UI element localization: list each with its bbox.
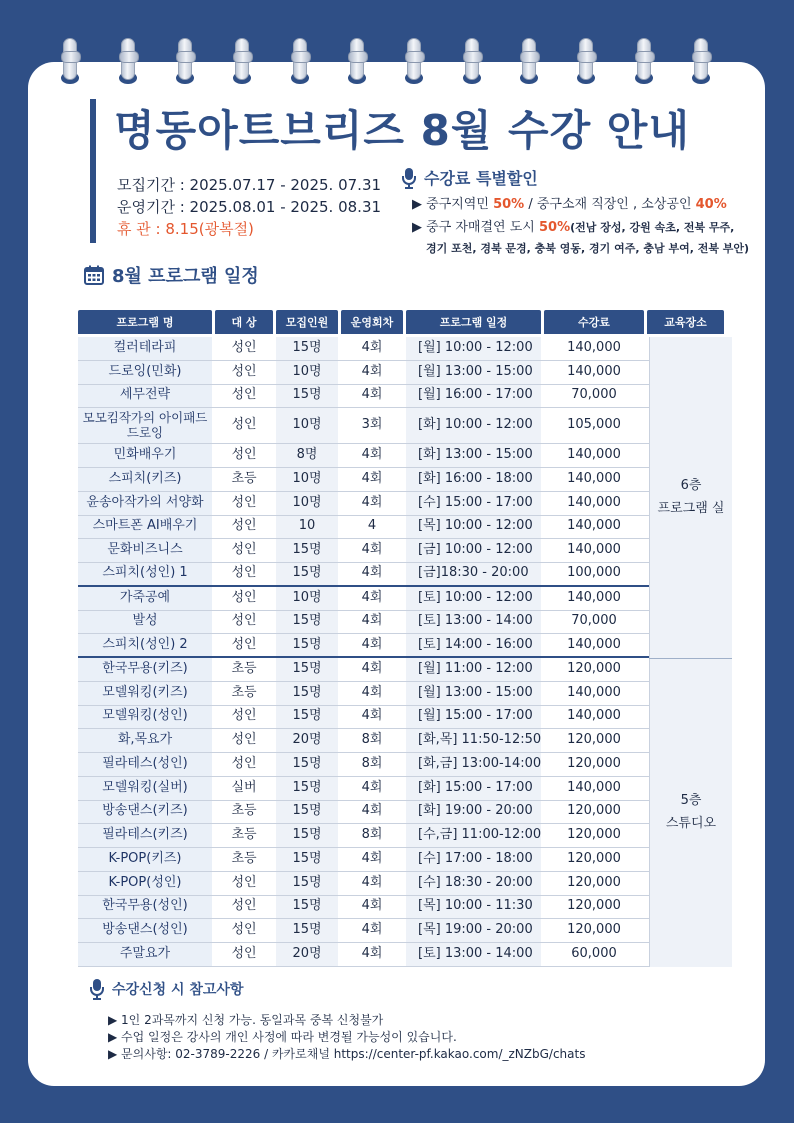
calendar-icon <box>84 265 104 285</box>
target-cell: 초등 <box>231 684 257 700</box>
microphone-icon <box>88 978 106 1000</box>
schedule-cell: [월] 11:00 - 12:00 <box>406 658 541 681</box>
binder-ring <box>116 38 140 88</box>
sessions-cell: 4회 <box>361 779 383 795</box>
sessions-cell: 4회 <box>361 922 383 938</box>
recruit-period: 모집기간 : 2025.07.17 - 2025. 07.31 <box>117 176 382 194</box>
fee-cell: 140,000 <box>567 339 621 355</box>
schedule-cell: [화] 15:00 - 17:00 <box>406 777 541 800</box>
target-cell: 성인 <box>231 447 257 463</box>
program-name-cell: 컬러테라피 <box>78 337 212 360</box>
table-row <box>78 337 732 361</box>
schedule-cell: [목] 10:00 - 11:30 <box>406 896 541 919</box>
capacity-cell: 15명 <box>276 706 338 729</box>
program-name-cell: 방송댄스(키즈) <box>78 801 212 824</box>
table-row <box>78 385 732 409</box>
target-cell: 성인 <box>231 589 257 605</box>
table-row <box>78 539 732 563</box>
table-row <box>78 516 732 540</box>
header-capacity: 모집인원 <box>276 310 338 334</box>
target-cell: 성인 <box>231 494 257 510</box>
header-sessions: 운영회차 <box>341 310 403 334</box>
discount-line-1: ▶ 중구지역민 50% / 중구소재 직장인 , 소상공인 40% <box>412 197 727 212</box>
table-row <box>78 634 732 658</box>
notes-heading <box>88 978 243 1000</box>
fee-cell: 140,000 <box>567 589 621 605</box>
capacity-cell: 15명 <box>276 896 338 919</box>
fee-cell: 120,000 <box>567 874 621 890</box>
schedule-cell: [수] 18:30 - 20:00 <box>406 872 541 895</box>
target-cell: 성인 <box>231 339 257 355</box>
target-cell: 성인 <box>231 636 257 652</box>
sessions-cell: 4회 <box>361 874 383 890</box>
location-5f: 5층 스튜디오 <box>649 658 732 967</box>
table-row <box>78 896 732 920</box>
schedule-cell: [수] 17:00 - 18:00 <box>406 848 541 871</box>
schedule-cell: [금] 10:00 - 12:00 <box>406 539 541 562</box>
schedule-cell: [목] 19:00 - 20:00 <box>406 919 541 942</box>
sessions-cell: 4회 <box>361 447 383 463</box>
table-row <box>78 408 732 444</box>
program-name-cell: 모모킴작가의 아이패드 드로잉 <box>78 408 212 443</box>
capacity-cell: 15명 <box>276 919 338 942</box>
schedule-cell: [수] 15:00 - 17:00 <box>406 492 541 515</box>
binder-ring <box>574 38 598 88</box>
sessions-cell: 8회 <box>361 755 383 771</box>
capacity-cell: 15명 <box>276 801 338 824</box>
program-name-cell: 모델워킹(실버) <box>78 777 212 800</box>
program-name-cell: 모델워킹(성인) <box>78 706 212 729</box>
sessions-cell: 4회 <box>361 363 383 379</box>
target-cell: 초등 <box>231 803 257 819</box>
binder-ring <box>288 38 312 88</box>
header-program: 프로그램 명 <box>78 310 212 334</box>
binder-ring <box>173 38 197 88</box>
schedule-cell: [화,목] 11:50-12:50 <box>406 729 541 752</box>
capacity-cell: 15명 <box>276 337 338 360</box>
sessions-cell: 4회 <box>361 708 383 724</box>
fee-cell: 120,000 <box>567 755 621 771</box>
program-name-cell: 스마트폰 AI배우기 <box>78 516 212 539</box>
target-cell: 실버 <box>231 779 257 795</box>
sessions-cell: 4회 <box>361 565 383 581</box>
fee-cell: 120,000 <box>567 922 621 938</box>
notes-title: 수강신청 시 참고사항 <box>112 982 244 998</box>
binder-ring <box>58 38 82 88</box>
fee-cell: 140,000 <box>567 363 621 379</box>
program-name-cell: 필라테스(키즈) <box>78 824 212 847</box>
table-row <box>78 361 732 385</box>
capacity-cell: 15명 <box>276 563 338 585</box>
schedule-cell: [토] 13:00 - 14:00 <box>406 943 541 966</box>
table-row <box>78 563 732 587</box>
program-name-cell: 가죽공예 <box>78 587 212 610</box>
program-name-cell: 한국무용(키즈) <box>78 658 212 681</box>
table-row <box>78 706 732 730</box>
capacity-cell: 15명 <box>276 848 338 871</box>
sessions-cell: 4회 <box>361 470 383 486</box>
sessions-cell: 4회 <box>361 387 383 403</box>
fee-cell: 140,000 <box>567 779 621 795</box>
fee-cell: 120,000 <box>567 850 621 866</box>
schedule-cell: [화] 16:00 - 18:00 <box>406 468 541 491</box>
capacity-cell: 10명 <box>276 361 338 384</box>
target-cell: 성인 <box>231 613 257 629</box>
target-cell: 성인 <box>231 732 257 748</box>
program-name-cell: K-POP(성인) <box>78 872 212 895</box>
target-cell: 성인 <box>231 945 257 961</box>
capacity-cell: 15명 <box>276 682 338 705</box>
fee-cell: 140,000 <box>567 636 621 652</box>
sessions-cell: 4회 <box>361 494 383 510</box>
fee-cell: 70,000 <box>571 613 617 629</box>
table-row <box>78 801 732 825</box>
target-cell: 성인 <box>231 565 257 581</box>
schedule-cell: [화,금] 13:00-14:00 <box>406 753 541 776</box>
target-cell: 성인 <box>231 417 257 433</box>
target-cell: 성인 <box>231 518 257 534</box>
program-name-cell: 스피치(성인) 2 <box>78 634 212 656</box>
sessions-cell: 4회 <box>361 589 383 605</box>
capacity-cell: 20명 <box>276 943 338 966</box>
sessions-cell: 3회 <box>361 417 383 433</box>
capacity-cell: 10명 <box>276 408 338 443</box>
table-row <box>78 492 732 516</box>
fee-cell: 120,000 <box>567 898 621 914</box>
note-item: ▶ 1인 2과목까지 신청 가능. 동일과목 중복 신청불가 <box>108 1013 384 1027</box>
program-name-cell: 화,목요가 <box>78 729 212 752</box>
fee-cell: 120,000 <box>567 803 621 819</box>
note-item: ▶ 수업 일정은 강사의 개인 사정에 따라 변경될 가능성이 있습니다. <box>108 1030 457 1044</box>
target-cell: 성인 <box>231 363 257 379</box>
program-name-cell: 드로잉(민화) <box>78 361 212 384</box>
schedule-cell: [화] 10:00 - 12:00 <box>406 408 541 443</box>
header-target: 대 상 <box>215 310 273 334</box>
capacity-cell: 15명 <box>276 824 338 847</box>
table-row <box>78 824 732 848</box>
sessions-cell: 4 <box>367 518 377 534</box>
table-row <box>78 729 732 753</box>
schedule-cell: [월] 10:00 - 12:00 <box>406 337 541 360</box>
schedule-cell: [월] 15:00 - 17:00 <box>406 706 541 729</box>
capacity-cell: 15명 <box>276 872 338 895</box>
binder-ring <box>230 38 254 88</box>
discount-heading <box>400 166 538 189</box>
schedule-cell: [월] 13:00 - 15:00 <box>406 682 541 705</box>
sessions-cell: 4회 <box>361 613 383 629</box>
fee-cell: 140,000 <box>567 494 621 510</box>
fee-cell: 100,000 <box>567 565 621 581</box>
sessions-cell: 4회 <box>361 636 383 652</box>
schedule-cell: [토] 14:00 - 16:00 <box>406 634 541 656</box>
capacity-cell: 10명 <box>276 587 338 610</box>
capacity-cell: 15명 <box>276 777 338 800</box>
sessions-cell: 4회 <box>361 660 383 676</box>
note-item[interactable]: ▶ 문의사항: 02-3789-2226 / 카카로채널 https://center-pf.kakao.com/_zNZbG/chats <box>108 1047 586 1061</box>
table-row <box>78 468 732 492</box>
binder-ring <box>517 38 541 88</box>
fee-cell: 60,000 <box>571 945 617 961</box>
target-cell: 성인 <box>231 755 257 771</box>
capacity-cell: 15명 <box>276 753 338 776</box>
discount-title: 수강료 특별할인 <box>424 169 538 188</box>
operate-period: 운영기간 : 2025.08.01 - 2025. 08.31 <box>117 198 382 216</box>
capacity-cell: 15명 <box>276 611 338 634</box>
table-row <box>78 848 732 872</box>
fee-cell: 120,000 <box>567 660 621 676</box>
schedule-cell: [월] 13:00 - 15:00 <box>406 361 541 384</box>
binder-ring <box>689 38 713 88</box>
schedule-cell: [화] 13:00 - 15:00 <box>406 444 541 467</box>
binder-ring <box>402 38 426 88</box>
fee-cell: 140,000 <box>567 542 621 558</box>
target-cell: 성인 <box>231 898 257 914</box>
microphone-icon <box>400 167 418 189</box>
target-cell: 초등 <box>231 660 257 676</box>
program-name-cell: 한국무용(성인) <box>78 896 212 919</box>
table-body <box>78 337 732 967</box>
fee-cell: 140,000 <box>567 518 621 534</box>
program-name-cell: 필라테스(성인) <box>78 753 212 776</box>
target-cell: 성인 <box>231 708 257 724</box>
page-title: 명동아트브리즈 8월 수강 안내 <box>114 106 690 155</box>
fee-cell: 140,000 <box>567 447 621 463</box>
schedule-cell: [목] 10:00 - 12:00 <box>406 516 541 539</box>
capacity-cell: 8명 <box>276 444 338 467</box>
header-fee: 수강료 <box>544 310 644 334</box>
schedule-cell: [토] 10:00 - 12:00 <box>406 587 541 610</box>
target-cell: 초등 <box>231 827 257 843</box>
program-name-cell: 윤송아작가의 서양화 <box>78 492 212 515</box>
program-name-cell: 방송댄스(성인) <box>78 919 212 942</box>
binder-ring <box>345 38 369 88</box>
table-row <box>78 872 732 896</box>
target-cell: 초등 <box>231 850 257 866</box>
holiday-notice: 휴 관 : 8.15(광복절) <box>117 220 254 238</box>
program-name-cell: 스피치(성인) 1 <box>78 563 212 585</box>
program-name-cell: 민화배우기 <box>78 444 212 467</box>
program-name-cell: 문화비즈니스 <box>78 539 212 562</box>
target-cell: 성인 <box>231 387 257 403</box>
binder-ring <box>632 38 656 88</box>
program-name-cell: 스피치(키즈) <box>78 468 212 491</box>
schedule-cell: [화] 19:00 - 20:00 <box>406 801 541 824</box>
fee-cell: 120,000 <box>567 827 621 843</box>
capacity-cell: 15명 <box>276 539 338 562</box>
table-row <box>78 444 732 468</box>
discount-line-3: 경기 포천, 경북 문경, 충북 영동, 경기 여주, 충남 부여, 전북 부안) <box>426 242 750 255</box>
schedule-cell: [토] 13:00 - 14:00 <box>406 611 541 634</box>
discount-line-2: ▶ 중구 자매결연 도시 50%(전남 장성, 강원 속초, 전북 무주, <box>412 220 735 235</box>
sessions-cell: 4회 <box>361 542 383 558</box>
program-name-cell: 모델워킹(키즈) <box>78 682 212 705</box>
program-name-cell: 주말요가 <box>78 943 212 966</box>
title-accent-bar <box>90 99 96 243</box>
header-location: 교육장소 <box>647 310 724 334</box>
program-name-cell: 발성 <box>78 611 212 634</box>
capacity-cell: 10 <box>276 516 338 539</box>
sessions-cell: 8회 <box>361 827 383 843</box>
sessions-cell: 4회 <box>361 850 383 866</box>
fee-cell: 140,000 <box>567 708 621 724</box>
capacity-cell: 20명 <box>276 729 338 752</box>
table-row <box>78 753 732 777</box>
fee-cell: 70,000 <box>571 387 617 403</box>
table-row <box>78 682 732 706</box>
program-name-cell: K-POP(키즈) <box>78 848 212 871</box>
capacity-cell: 10명 <box>276 468 338 491</box>
table-row <box>78 943 732 967</box>
capacity-cell: 15명 <box>276 658 338 681</box>
schedule-cell: [수,금] 11:00-12:00 <box>406 824 541 847</box>
schedule-title: 8월 프로그램 일정 <box>112 266 259 287</box>
header-schedule: 프로그램 일정 <box>406 310 541 334</box>
sessions-cell: 4회 <box>361 339 383 355</box>
target-cell: 성인 <box>231 542 257 558</box>
sessions-cell: 8회 <box>361 732 383 748</box>
location-divider <box>649 658 732 659</box>
fee-cell: 105,000 <box>567 417 621 433</box>
table-header <box>78 310 732 334</box>
fee-cell: 120,000 <box>567 732 621 748</box>
capacity-cell: 10명 <box>276 492 338 515</box>
target-cell: 초등 <box>231 470 257 486</box>
target-cell: 성인 <box>231 874 257 890</box>
sessions-cell: 4회 <box>361 803 383 819</box>
schedule-heading <box>84 262 259 288</box>
binder-ring <box>460 38 484 88</box>
sessions-cell: 4회 <box>361 945 383 961</box>
table-row <box>78 658 732 682</box>
capacity-cell: 15명 <box>276 385 338 408</box>
table-row <box>78 611 732 635</box>
target-cell: 성인 <box>231 922 257 938</box>
sessions-cell: 4회 <box>361 684 383 700</box>
fee-cell: 140,000 <box>567 684 621 700</box>
table-row <box>78 919 732 943</box>
table-row <box>78 777 732 801</box>
program-table <box>78 310 732 967</box>
capacity-cell: 15명 <box>276 634 338 656</box>
schedule-cell: [월] 16:00 - 17:00 <box>406 385 541 408</box>
fee-cell: 140,000 <box>567 470 621 486</box>
table-row <box>78 587 732 611</box>
schedule-cell: [금]18:30 - 20:00 <box>406 563 541 585</box>
program-name-cell: 세무전략 <box>78 385 212 408</box>
location-6f: 6층 프로그램 실 <box>649 337 732 658</box>
sessions-cell: 4회 <box>361 898 383 914</box>
